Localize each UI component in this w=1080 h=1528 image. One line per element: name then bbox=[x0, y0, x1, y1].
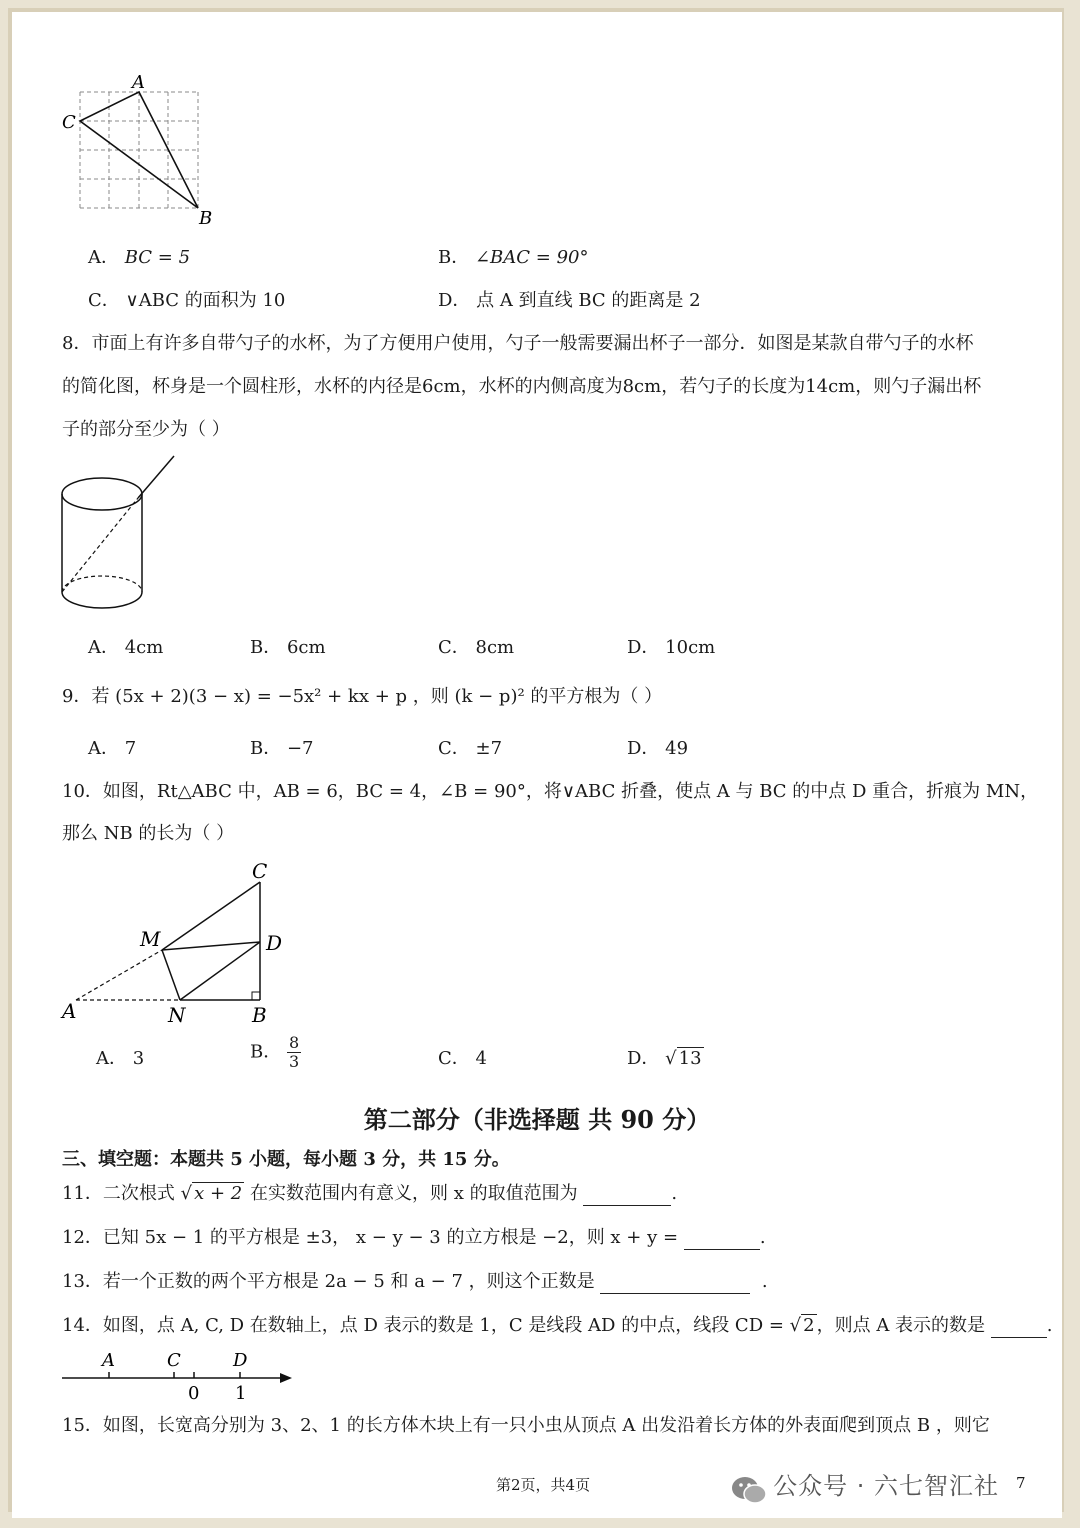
q15-text: 15．如图，长宽高分别为 3、2、1 的长方体木块上有一只小虫从顶点 A 出发沿着长方体的外表面爬到顶点 B ，则它 bbox=[62, 1415, 990, 1436]
q8-option-d: D． 10cm bbox=[627, 637, 716, 658]
q12-text: 12．已知 5x − 1 的平方根是 ±3， x − y − 3 的立方根是 −2，则 x + y = . bbox=[62, 1227, 766, 1248]
q8-line-2: 的简化图，杯身是一个圆柱形，水杯的内径是6cm，水杯的内侧高度为8cm，若勺子的长度为14cm，则勺子漏出杯 bbox=[62, 376, 982, 397]
q9-option-a: A． 7 bbox=[88, 738, 137, 759]
q10-option-d: D． √ 13 bbox=[627, 1048, 702, 1069]
q7-grid-figure bbox=[52, 72, 232, 232]
q8-line-3: 子的部分至少为（ ） bbox=[62, 419, 230, 440]
q10-label-b: B bbox=[252, 1003, 267, 1026]
q10-triangle-figure bbox=[52, 856, 302, 1026]
q13-answer-blank[interactable] bbox=[600, 1275, 750, 1294]
corner-mark: 7 bbox=[1016, 1474, 1026, 1492]
q12-answer-blank[interactable] bbox=[684, 1231, 760, 1250]
page-number: 第2页，共4页 bbox=[496, 1476, 591, 1494]
q14-number-line bbox=[52, 1346, 302, 1406]
q10-line-1: 10．如图，Rt△ABC 中，AB = 6，BC = 4，∠B = 90°，将∨ABC 折叠，使点 A 与 BC 的中点 D 重合，折痕为 MN， bbox=[62, 781, 1039, 802]
q7-option-d: D． 点 A 到直线 BC 的距离是 2 bbox=[438, 290, 701, 311]
q14-axis-label-c: C bbox=[167, 1350, 181, 1371]
q9-stem: 9．若 (5x + 2)(3 − x) = −5x² + kx + p ，则 (k − p)² 的平方根为（ ） bbox=[62, 686, 663, 707]
watermark-text: 公众号 · 六七智汇社 bbox=[773, 1472, 999, 1500]
q8-option-a: A． 4cm bbox=[88, 637, 164, 658]
q10-line-2: 那么 NB 的长为（ ） bbox=[62, 823, 235, 844]
q7-label-b: B bbox=[199, 208, 213, 229]
q10-option-b-fraction: $\frac{8}{3}$ bbox=[288, 1033, 300, 1071]
q10-label-n: N bbox=[168, 1003, 186, 1026]
q9-option-c: C． ±7 bbox=[438, 738, 503, 759]
q14-axis-tick-0: 0 bbox=[188, 1383, 200, 1404]
q10-label-m: M bbox=[140, 927, 161, 951]
q11-answer-blank[interactable] bbox=[583, 1187, 671, 1206]
q13-text: 13．若一个正数的两个平方根是 2a − 5 和 a − 7 ，则这个正数是 . bbox=[62, 1271, 768, 1292]
q14-axis-label-a: A bbox=[102, 1350, 115, 1371]
q10-option-c: C． 4 bbox=[438, 1048, 487, 1069]
q7-label-c: C bbox=[62, 112, 76, 133]
document-page bbox=[12, 12, 1062, 1518]
q14-axis-tick-1: 1 bbox=[235, 1383, 247, 1404]
q10-option-b: B． $\frac{8}{3}$ bbox=[250, 1033, 300, 1071]
q8-line-1: 8．市面上有许多自带勺子的水杯，为了方便用户使用，勺子一般需要漏出杯子一部分．如图是某款自带勺子的水杯 bbox=[62, 333, 974, 354]
watermark bbox=[730, 1466, 999, 1506]
q10-label-a: A bbox=[62, 999, 77, 1023]
q10-label-d: D bbox=[266, 931, 283, 955]
q8-option-c: C． 8cm bbox=[438, 637, 515, 658]
q9-option-b: B． −7 bbox=[250, 738, 314, 759]
q14-text: 14．如图，点 A, C, D 在数轴上，点 D 表示的数是 1，C 是线段 AD 的中点，线段 CD = √ 2 ，则点 A 表示的数是 . bbox=[62, 1315, 1053, 1336]
q11-text: 11．二次根式 √ x + 2 在实数范围内有意义，则 x 的取值范围为 . bbox=[62, 1183, 678, 1204]
q7-option-a: A． BC = 5 bbox=[88, 247, 191, 268]
q7-option-c: C． ∨ABC 的面积为 10 bbox=[88, 290, 286, 311]
q8-cup-figure bbox=[52, 452, 192, 622]
q8-option-b: B． 6cm bbox=[250, 637, 326, 658]
q9-option-d: D． 49 bbox=[627, 738, 689, 759]
q7-label-a: A bbox=[132, 72, 145, 93]
part-two-title: 第二部分（非选择题 共 90 分） bbox=[363, 1105, 711, 1134]
q10-label-c: C bbox=[252, 859, 268, 883]
wechat-icon bbox=[730, 1474, 768, 1506]
q14-answer-blank[interactable] bbox=[991, 1319, 1047, 1338]
section-three-header: 三、填空题：本题共 5 小题，每小题 3 分，共 15 分。 bbox=[62, 1149, 510, 1170]
q7-option-b: B． ∠BAC = 90° bbox=[438, 247, 589, 268]
q14-axis-label-d: D bbox=[233, 1350, 248, 1371]
q10-option-a: A． 3 bbox=[96, 1048, 145, 1069]
